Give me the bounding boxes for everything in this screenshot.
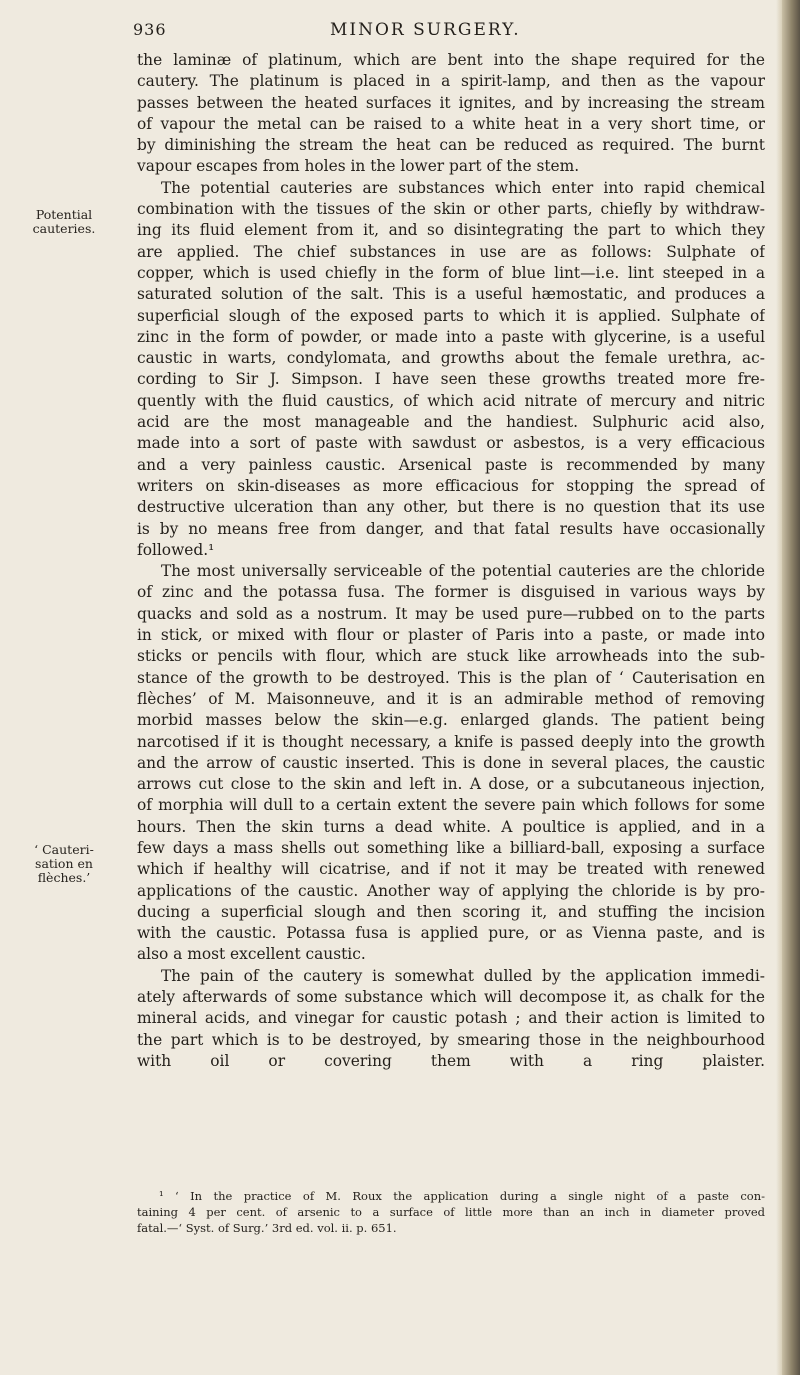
text-line: are applied. The chief substances in use are as follows: Sulphate of <box>137 242 765 261</box>
footnote <box>137 1188 765 1236</box>
text-line: of zinc and the potassa fusa. The former is disguised in various ways by <box>137 583 765 602</box>
footnote-line: fatal.—‘ Syst. of Surg.’ 3rd ed. vol. ii. p. 651. <box>137 1221 397 1235</box>
text-line: by diminishing the stream the heat can be reduced as required. The burnt <box>137 136 765 155</box>
text-line: which if healthy will cicatrise, and if not it may be treated with renewed <box>137 860 765 879</box>
text-line: writers on skin-diseases as more efficacious for stopping the spread of <box>137 476 765 495</box>
text-line: cautery. The platinum is placed in a spirit-lamp, and then as the vapour <box>137 72 765 91</box>
book-edge <box>782 0 800 1375</box>
running-head: MINOR SURGERY. <box>330 20 521 40</box>
text-line: sticks or pencils with flour, which are stuck like arrowheads into the sub- <box>137 647 765 666</box>
text-line: caustic in warts, condylomata, and growths about the female urethra, ac- <box>137 349 765 368</box>
text-line: morbid masses below the skin—e.g. enlarged glands. The patient being <box>137 711 765 730</box>
text-line: narcotised if it is thought necessary, a knife is passed deeply into the growth <box>137 732 765 751</box>
body-text <box>137 50 765 1072</box>
text-line: ately afterwards of some substance which will decompose it, as chalk for the <box>137 988 765 1007</box>
text-line: copper, which is used chiefly in the form of blue lint—i.e. lint steeped in a <box>137 263 765 282</box>
text-line: mineral acids, and vinegar for caustic potash ; and their action is limited to <box>137 1009 765 1028</box>
margin-note-line: Potential <box>35 207 93 222</box>
text-line: in stick, or mixed with flour or plaster of Paris into a paste, or made into <box>137 626 765 645</box>
text-line: The pain of the cautery is somewhat dulled by the application immedi- <box>161 966 765 985</box>
text-line: with the caustic. Potassa fusa is applied pure, or as Vienna paste, and is <box>137 924 765 943</box>
text-line: is by no means free from danger, and that fatal results have occasionally <box>137 519 765 538</box>
text-line: ducing a superficial slough and then scoring it, and stuffing the incision <box>137 902 765 921</box>
text-line: superficial slough of the exposed parts to which it is applied. Sulphate of <box>137 306 765 325</box>
text-line: acid are the most manageable and the handiest. Sulphuric acid also, <box>137 413 765 432</box>
text-line: destructive ulceration than any other, but there is no question that its use <box>137 498 765 517</box>
margin-note-potential-cauteries <box>8 208 120 236</box>
margin-note-line: sation en <box>35 856 93 871</box>
text-line: cording to Sir J. Simpson. I have seen these growths treated more fre- <box>137 370 765 389</box>
text-line: arrows cut close to the skin and left in. A dose, or a subcutaneous injection, <box>137 775 765 794</box>
text-line: saturated solution of the salt. This is a useful hæmostatic, and produces a <box>137 285 765 304</box>
text-line: applications of the caustic. Another way of applying the chloride is by pro- <box>137 881 765 900</box>
text-line: and a very painless caustic. Arsenical paste is recommended by many <box>137 455 765 474</box>
text-line: of vapour the metal can be raised to a white heat in a very short time, or <box>137 114 765 133</box>
margin-note-line: flèches.’ <box>37 870 91 885</box>
page-number: 936 <box>133 20 167 39</box>
text-line: with oil or covering them with a ring plaister. <box>137 1051 765 1070</box>
text-line: of morphia will dull to a certain extent the severe pain which follows for some <box>137 796 765 815</box>
text-line: quacks and sold as a nostrum. It may be used pure—rubbed on to the parts <box>137 604 765 623</box>
text-line: hours. Then the skin turns a dead white. A poultice is applied, and in a <box>137 817 765 836</box>
text-line: zinc in the form of powder, or made into a paste with glycerine, is a useful <box>137 327 765 346</box>
text-line: made into a sort of paste with sawdust or asbestos, is a very efficacious <box>137 434 765 453</box>
text-line: the part which is to be destroyed, by smearing those in the neighbourhood <box>137 1030 765 1049</box>
text-line: quently with the fluid caustics, of which acid nitrate of mercury and nitric <box>137 391 765 410</box>
text-line: combination with the tissues of the skin or other parts, chiefly by withdraw- <box>137 200 765 219</box>
margin-note-line: ‘ Cauteri- <box>34 842 94 857</box>
footnote-line: ¹ ‘ In the practice of M. Roux the application during a single night of a paste con- <box>159 1189 765 1203</box>
margin-note-cauterisation-en-fleches <box>8 843 120 885</box>
text-line: stance of the growth to be destroyed. This is the plan of ‘ Cauterisation en <box>137 668 765 687</box>
page-header <box>0 20 782 50</box>
text-line: the laminæ of platinum, which are bent into the shape required for the <box>137 51 765 69</box>
footnote-line: taining 4 per cent. of arsenic to a surface of little more than an inch in diameter proved <box>137 1205 765 1219</box>
text-line: The most universally serviceable of the potential cauteries are the chloride <box>161 562 765 581</box>
text-line: and the arrow of caustic inserted. This is done in several places, the caustic <box>137 753 765 772</box>
text-line: few days a mass shells out something like a billiard-ball, exposing a surface <box>137 838 765 857</box>
text-line: vapour escapes from holes in the lower part of the stem. <box>137 157 580 176</box>
text-line: flèches’ of M. Maisonneuve, and it is an admirable method of removing <box>137 689 765 708</box>
text-line: followed.¹ <box>137 540 215 559</box>
text-line: The potential cauteries are substances which enter into rapid chemical <box>161 178 765 197</box>
margin-note-line: cauteries. <box>32 221 96 236</box>
text-line: also a most excellent caustic. <box>137 945 366 964</box>
text-line: passes between the heated surfaces it ignites, and by increasing the stream <box>137 93 765 112</box>
text-line: ing its fluid element from it, and so disintegrating the part to which they <box>137 221 765 240</box>
